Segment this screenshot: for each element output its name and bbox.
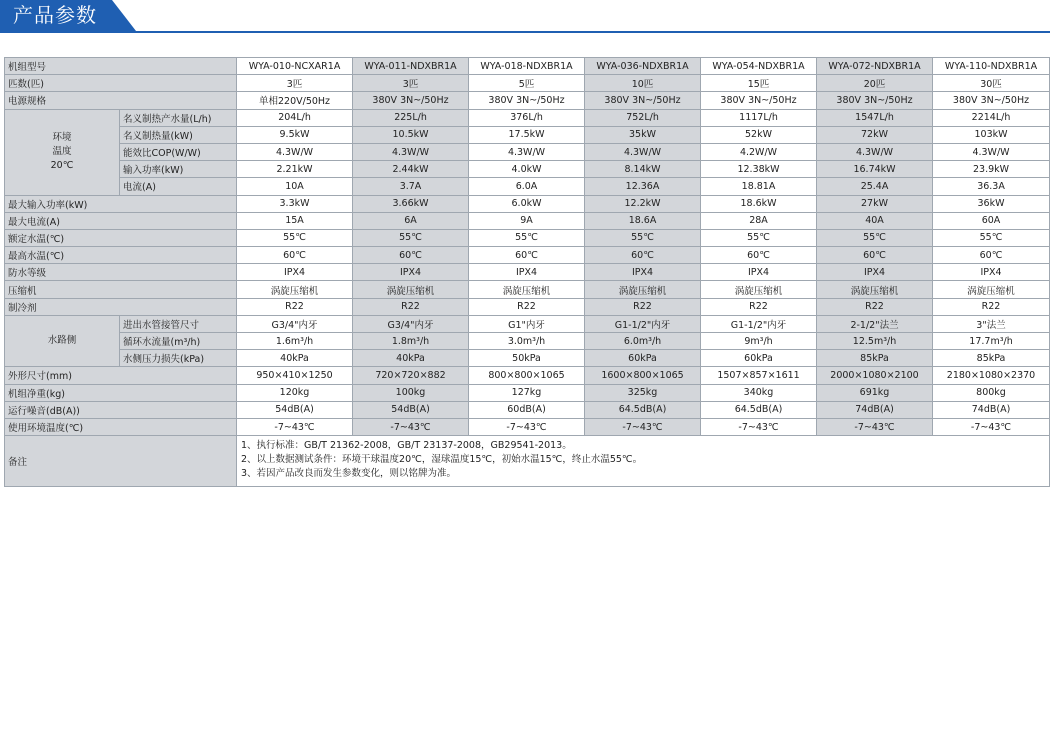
table-cell: 5匹 (469, 75, 585, 92)
table-cell: 17.5kW (469, 126, 585, 143)
table-cell: 4.3W/W (585, 143, 701, 160)
table-cell: 10匹 (585, 75, 701, 92)
table-cell: 36kW (933, 195, 1050, 212)
table-cell: G1-1/2"内牙 (701, 315, 817, 332)
table-cell: IPX4 (585, 264, 701, 281)
table-cell: 3.7A (353, 178, 469, 195)
table-cell: 60℃ (469, 247, 585, 264)
table-cell: 涡旋压缩机 (353, 281, 469, 298)
row-label: 循环水流量(m³/h) (120, 333, 237, 350)
table-cell: 4.2W/W (701, 143, 817, 160)
table-row (5, 109, 1050, 126)
table-row (5, 161, 1050, 178)
table-cell: IPX4 (353, 264, 469, 281)
table-cell: 18.81A (701, 178, 817, 195)
table-cell: R22 (585, 298, 701, 315)
table-cell: R22 (237, 298, 353, 315)
table-header-row (5, 58, 1050, 75)
table-cell: 18.6A (585, 212, 701, 229)
table-cell: 6.0A (469, 178, 585, 195)
table-cell: 15A (237, 212, 353, 229)
group-label-line: 20℃ (50, 160, 74, 172)
table-cell: -7~43℃ (933, 418, 1050, 435)
table-cell: 3匹 (353, 75, 469, 92)
table-cell: 72kW (817, 126, 933, 143)
notes-label: 备注 (5, 436, 237, 487)
row-label: 机组净重(kg) (5, 384, 237, 401)
notes-content (237, 436, 1050, 487)
table-cell: 1547L/h (817, 109, 933, 126)
table-cell: 1.6m³/h (237, 333, 353, 350)
table-cell: 340kg (701, 384, 817, 401)
model-header-cell: WYA-072-NDXBR1A (817, 58, 933, 75)
table-cell: 2180×1080×2370 (933, 367, 1050, 384)
row-label: 制冷剂 (5, 298, 237, 315)
table-cell: -7~43℃ (585, 418, 701, 435)
table-cell: 60℃ (237, 247, 353, 264)
table-cell: 4.3W/W (933, 143, 1050, 160)
table-cell: 35kW (585, 126, 701, 143)
table-cell: 3"法兰 (933, 315, 1050, 332)
table-cell: 55℃ (933, 229, 1050, 246)
table-cell: 60℃ (353, 247, 469, 264)
product-spec-table (4, 57, 1050, 487)
group-label-environment (5, 109, 120, 195)
table-cell: 涡旋压缩机 (585, 281, 701, 298)
table-cell: 12.2kW (585, 195, 701, 212)
spec-table-body (5, 58, 1050, 487)
table-cell: 4.0kW (469, 161, 585, 178)
table-cell: 1600×800×1065 (585, 367, 701, 384)
table-cell: IPX4 (933, 264, 1050, 281)
notes-row (5, 436, 1050, 487)
table-cell: 55℃ (469, 229, 585, 246)
section-header (0, 0, 1050, 35)
table-cell: 2-1/2"法兰 (817, 315, 933, 332)
table-cell: 800kg (933, 384, 1050, 401)
table-cell: 25.4A (817, 178, 933, 195)
table-cell: G3/4"内牙 (237, 315, 353, 332)
table-cell: 16.74kW (817, 161, 933, 178)
table-row (5, 212, 1050, 229)
table-cell: 15匹 (701, 75, 817, 92)
table-row (5, 350, 1050, 367)
table-cell: 50kPa (469, 350, 585, 367)
table-cell: 27kW (817, 195, 933, 212)
table-cell: 950×410×1250 (237, 367, 353, 384)
table-cell: 3匹 (237, 75, 353, 92)
table-cell: 10.5kW (353, 126, 469, 143)
table-cell: 6.0m³/h (585, 333, 701, 350)
table-row (5, 247, 1050, 264)
table-cell: 60kPa (701, 350, 817, 367)
table-cell: 60dB(A) (469, 401, 585, 418)
table-cell: G1"内牙 (469, 315, 585, 332)
table-cell: 涡旋压缩机 (701, 281, 817, 298)
group-label-water-side: 水路侧 (5, 315, 120, 367)
row-label: 匹数(匹) (5, 75, 237, 92)
table-cell: 800×800×1065 (469, 367, 585, 384)
table-cell: -7~43℃ (701, 418, 817, 435)
table-cell: 380V 3N~/50Hz (353, 92, 469, 109)
row-label: 运行噪音(dB(A)) (5, 401, 237, 418)
table-cell: 36.3A (933, 178, 1050, 195)
table-row (5, 418, 1050, 435)
table-cell: 64.5dB(A) (701, 401, 817, 418)
table-cell: 8.14kW (585, 161, 701, 178)
row-label: 机组型号 (5, 58, 237, 75)
table-row (5, 401, 1050, 418)
row-label: 电流(A) (120, 178, 237, 195)
table-cell: R22 (817, 298, 933, 315)
note-line: 2、以上数据测试条件：环境干球温度20℃，湿球温度15℃，初始水温15℃，终止水温55℃。 (241, 454, 643, 466)
model-header-cell: WYA-110-NDXBR1A (933, 58, 1050, 75)
model-header-cell: WYA-018-NDXBR1A (469, 58, 585, 75)
table-cell: 2214L/h (933, 109, 1050, 126)
table-cell: 85kPa (817, 350, 933, 367)
table-cell: 23.9kW (933, 161, 1050, 178)
row-label: 能效比COP(W/W) (120, 143, 237, 160)
table-cell: 380V 3N~/50Hz (701, 92, 817, 109)
table-cell: -7~43℃ (469, 418, 585, 435)
row-label: 名义制热量(kW) (120, 126, 237, 143)
row-label: 使用环境温度(℃) (5, 418, 237, 435)
row-label: 最高水温(℃) (5, 247, 237, 264)
table-cell: 4.3W/W (353, 143, 469, 160)
table-cell: 17.7m³/h (933, 333, 1050, 350)
table-cell: 涡旋压缩机 (469, 281, 585, 298)
page-title: 产品参数 (13, 3, 97, 27)
table-cell: 380V 3N~/50Hz (817, 92, 933, 109)
model-header-cell: WYA-011-NDXBR1A (353, 58, 469, 75)
header-underline (0, 31, 1050, 33)
table-cell: 325kg (585, 384, 701, 401)
table-cell: G1-1/2"内牙 (585, 315, 701, 332)
table-cell: 3.66kW (353, 195, 469, 212)
table-row (5, 143, 1050, 160)
table-cell: 380V 3N~/50Hz (469, 92, 585, 109)
table-cell: 380V 3N~/50Hz (933, 92, 1050, 109)
table-cell: 720×720×882 (353, 367, 469, 384)
table-cell: 12.38kW (701, 161, 817, 178)
table-cell: 691kg (817, 384, 933, 401)
table-cell: 40A (817, 212, 933, 229)
table-cell: 60℃ (817, 247, 933, 264)
group-label-line: 温度 (52, 146, 72, 158)
row-label: 外形尺寸(mm) (5, 367, 237, 384)
table-cell: 204L/h (237, 109, 353, 126)
row-label: 进出水管接管尺寸 (120, 315, 237, 332)
table-cell: 4.3W/W (469, 143, 585, 160)
note-line: 3、若因产品改良而发生参数变化，则以铭牌为准。 (241, 468, 457, 480)
table-cell: 60A (933, 212, 1050, 229)
table-cell: 4.3W/W (237, 143, 353, 160)
note-line: 1、执行标准：GB/T 21362-2008，GB/T 23137-2008，GB29541-2013。 (241, 440, 572, 452)
table-cell: 3.0m³/h (469, 333, 585, 350)
model-header-cell: WYA-054-NDXBR1A (701, 58, 817, 75)
table-cell: R22 (353, 298, 469, 315)
row-label: 防水等级 (5, 264, 237, 281)
model-header-cell: WYA-010-NCXAR1A (237, 58, 353, 75)
table-cell: 127kg (469, 384, 585, 401)
table-cell: 103kW (933, 126, 1050, 143)
row-label: 压缩机 (5, 281, 237, 298)
table-cell: 3.3kW (237, 195, 353, 212)
table-cell: 55℃ (817, 229, 933, 246)
table-cell: 52kW (701, 126, 817, 143)
table-cell: 40kPa (353, 350, 469, 367)
table-cell: 60℃ (585, 247, 701, 264)
table-cell: 64.5dB(A) (585, 401, 701, 418)
table-cell: R22 (469, 298, 585, 315)
table-cell: 376L/h (469, 109, 585, 126)
table-cell: 752L/h (585, 109, 701, 126)
table-cell: IPX4 (701, 264, 817, 281)
table-cell: 6A (353, 212, 469, 229)
table-cell: 54dB(A) (353, 401, 469, 418)
table-cell: 74dB(A) (933, 401, 1050, 418)
table-cell: 55℃ (701, 229, 817, 246)
table-cell: 40kPa (237, 350, 353, 367)
table-cell: 4.3W/W (817, 143, 933, 160)
table-cell: 20匹 (817, 75, 933, 92)
group-label-line: 环境 (52, 132, 72, 144)
table-cell: 225L/h (353, 109, 469, 126)
table-cell: 涡旋压缩机 (933, 281, 1050, 298)
table-cell: 60℃ (701, 247, 817, 264)
table-cell: 120kg (237, 384, 353, 401)
table-row (5, 281, 1050, 298)
table-row (5, 126, 1050, 143)
table-cell: R22 (933, 298, 1050, 315)
table-cell: 380V 3N~/50Hz (585, 92, 701, 109)
table-cell: -7~43℃ (817, 418, 933, 435)
table-cell: 6.0kW (469, 195, 585, 212)
table-cell: 涡旋压缩机 (817, 281, 933, 298)
model-header-cell: WYA-036-NDXBR1A (585, 58, 701, 75)
table-row (5, 298, 1050, 315)
table-cell: 30匹 (933, 75, 1050, 92)
table-cell: 1.8m³/h (353, 333, 469, 350)
table-cell: 12.36A (585, 178, 701, 195)
table-row (5, 384, 1050, 401)
table-cell: 54dB(A) (237, 401, 353, 418)
table-cell: 28A (701, 212, 817, 229)
table-cell: 100kg (353, 384, 469, 401)
table-cell: -7~43℃ (353, 418, 469, 435)
table-cell: 2.44kW (353, 161, 469, 178)
table-row (5, 333, 1050, 350)
row-label: 最大电流(A) (5, 212, 237, 229)
row-label: 最大输入功率(kW) (5, 195, 237, 212)
table-cell: 55℃ (237, 229, 353, 246)
table-cell: 60℃ (933, 247, 1050, 264)
table-cell: 55℃ (585, 229, 701, 246)
table-row (5, 92, 1050, 109)
table-row (5, 75, 1050, 92)
table-cell: IPX4 (817, 264, 933, 281)
table-row (5, 315, 1050, 332)
row-label: 水侧压力损失(kPa) (120, 350, 237, 367)
table-cell: -7~43℃ (237, 418, 353, 435)
table-cell: 涡旋压缩机 (237, 281, 353, 298)
table-cell: IPX4 (237, 264, 353, 281)
table-cell: 1117L/h (701, 109, 817, 126)
table-row (5, 195, 1050, 212)
table-cell: 1507×857×1611 (701, 367, 817, 384)
table-row (5, 264, 1050, 281)
table-cell: 55℃ (353, 229, 469, 246)
table-row (5, 178, 1050, 195)
row-label: 名义制热产水量(L/h) (120, 109, 237, 126)
table-cell: R22 (701, 298, 817, 315)
table-row (5, 367, 1050, 384)
table-cell: 2.21kW (237, 161, 353, 178)
table-cell: 12.5m³/h (817, 333, 933, 350)
table-cell: 74dB(A) (817, 401, 933, 418)
table-cell: 10A (237, 178, 353, 195)
table-cell: 85kPa (933, 350, 1050, 367)
row-label: 电源规格 (5, 92, 237, 109)
table-cell: G3/4"内牙 (353, 315, 469, 332)
table-row (5, 229, 1050, 246)
table-cell: 9.5kW (237, 126, 353, 143)
table-cell: 60kPa (585, 350, 701, 367)
table-cell: 2000×1080×2100 (817, 367, 933, 384)
table-cell: 单相220V/50Hz (237, 92, 353, 109)
table-cell: 9A (469, 212, 585, 229)
table-cell: 18.6kW (701, 195, 817, 212)
row-label: 输入功率(kW) (120, 161, 237, 178)
row-label: 额定水温(℃) (5, 229, 237, 246)
table-cell: IPX4 (469, 264, 585, 281)
table-cell: 9m³/h (701, 333, 817, 350)
